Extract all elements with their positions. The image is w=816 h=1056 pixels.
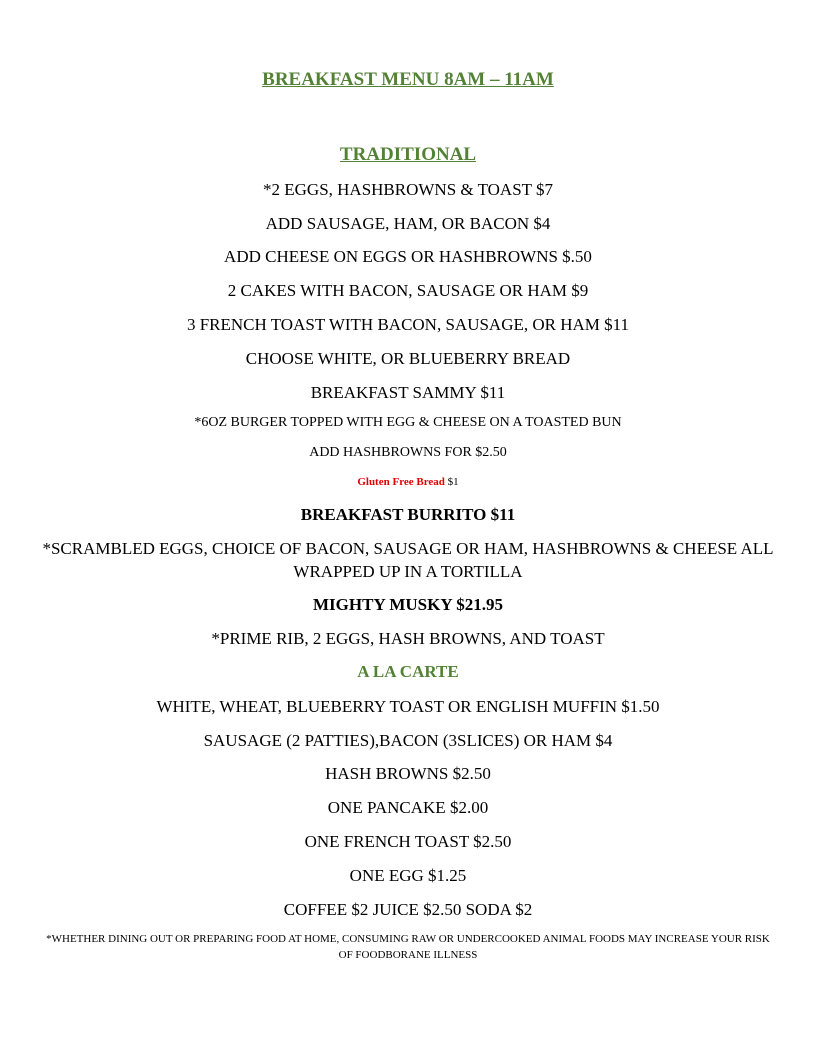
burrito-name: BREAKFAST BURRITO $11 xyxy=(300,505,516,524)
menu-item: HASH BROWNS $2.50 xyxy=(325,764,491,783)
musky-name: MIGHTY MUSKY $21.95 xyxy=(313,595,503,614)
a-la-carte-heading: A LA CARTE xyxy=(357,662,459,681)
menu-item: ONE FRENCH TOAST $2.50 xyxy=(304,832,512,851)
menu-item: *2 EGGS, HASHBROWNS & TOAST $7 xyxy=(263,180,553,199)
traditional-heading: TRADITIONAL xyxy=(339,144,477,165)
sammy-detail: *6OZ BURGER TOPPED WITH EGG & CHEESE ON A TOASTED BUN xyxy=(194,415,622,430)
menu-item: 2 CAKES WITH BACON, SAUSAGE OR HAM $9 xyxy=(227,281,589,300)
menu-item: 3 FRENCH TOAST WITH BACON, SAUSAGE, OR HAM $11 xyxy=(186,315,630,334)
musky-description: *PRIME RIB, 2 EGGS, HASH BROWNS, AND TOAST xyxy=(211,629,605,648)
menu-item: ONE PANCAKE $2.00 xyxy=(327,798,489,817)
gluten-free-label: Gluten Free Bread xyxy=(357,476,445,488)
menu-title: BREAKFAST MENU 8AM – 11AM xyxy=(262,69,554,90)
menu-item: SAUSAGE (2 PATTIES),BACON (3SLICES) OR HAM $4 xyxy=(203,731,613,750)
menu-item: BREAKFAST SAMMY $11 xyxy=(310,383,506,402)
burrito-description: *SCRAMBLED EGGS, CHOICE OF BACON, SAUSAGE OR HAM, HASHBROWNS & CHEESE ALL WRAPPED UP IN A TORTILLA xyxy=(42,539,774,581)
menu-item: COFFEE $2 JUICE $2.50 SODA $2 xyxy=(283,900,533,919)
food-safety-disclaimer: *WHETHER DINING OUT OR PREPARING FOOD AT HOME, CONSUMING RAW OR UNDERCOOKED ANIMAL FOODS MAY INCREASE YOUR RISK OF FOODBORANE ILLNESS xyxy=(46,933,770,961)
menu-item: ADD CHEESE ON EGGS OR HASHBROWNS $.50 xyxy=(224,247,592,266)
menu-item: CHOOSE WHITE, OR BLUEBERRY BREAD xyxy=(245,349,571,368)
menu-item: WHITE, WHEAT, BLUEBERRY TOAST OR ENGLISH MUFFIN $1.50 xyxy=(156,697,660,716)
hashbrown-addon: ADD HASHBROWNS FOR $2.50 xyxy=(309,445,507,460)
gluten-free-line xyxy=(0,477,816,488)
menu-item: ADD SAUSAGE, HAM, OR BACON $4 xyxy=(265,214,551,233)
gluten-free-price: $1 xyxy=(447,476,459,488)
menu-item: ONE EGG $1.25 xyxy=(349,866,467,885)
